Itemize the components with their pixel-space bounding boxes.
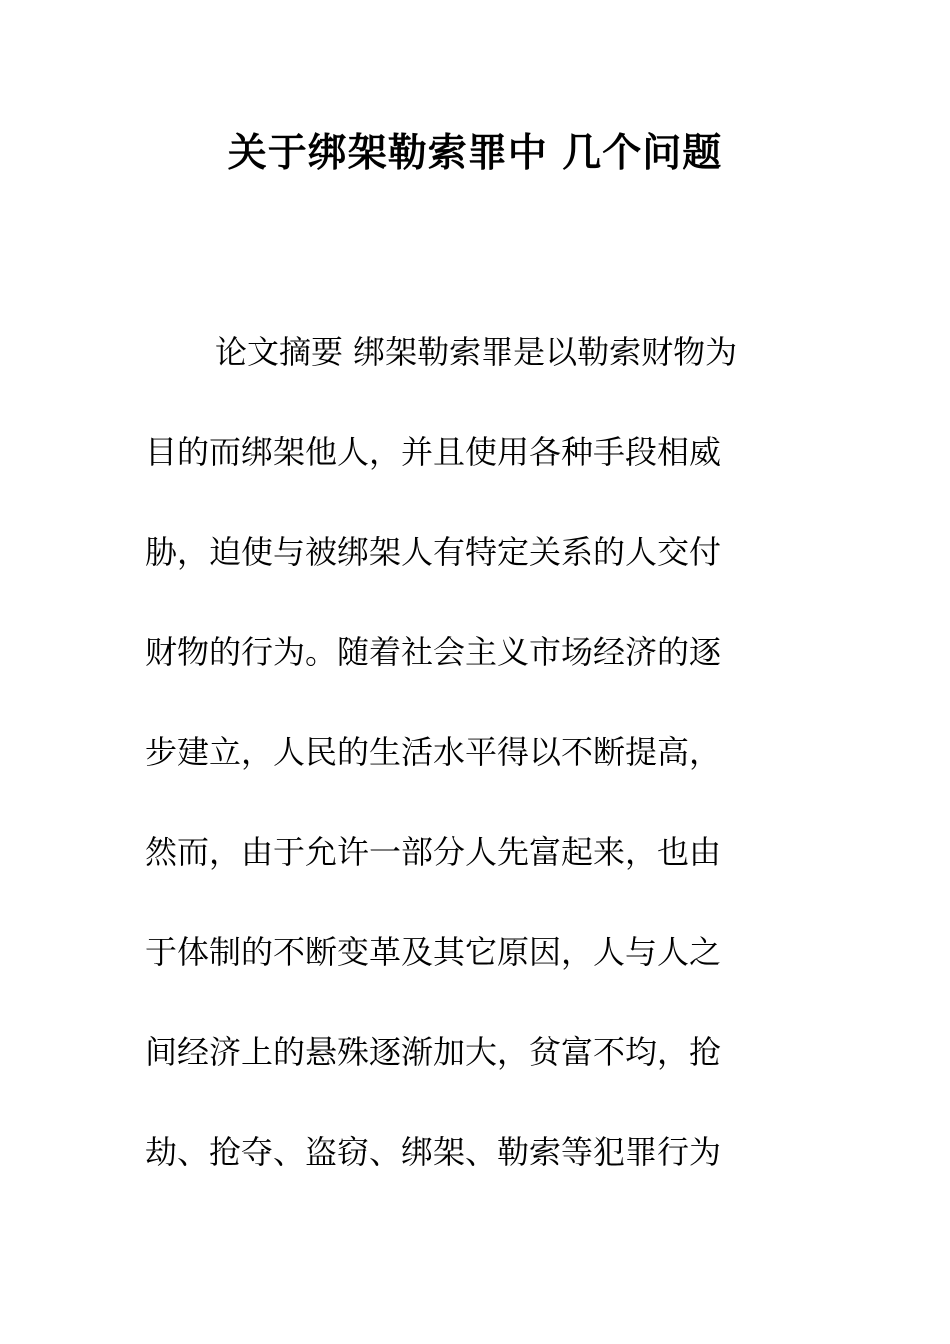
body-line: 步建立，人民的生活水平得以不断提高， (145, 733, 722, 771)
body-line: 胁，迫使与被绑架人有特定关系的人交付 (145, 533, 722, 571)
document-title: 关于绑架勒索罪中 几个问题 (227, 131, 723, 176)
body-line: 于体制的不断变革及其它原因，人与人之 (145, 933, 722, 971)
document-body (145, 302, 785, 1202)
body-line: 财物的行为。随着社会主义市场经济的逐 (145, 633, 722, 671)
body-line: 间经济上的悬殊逐渐加大，贫富不均，抢 (145, 1033, 722, 1071)
body-line: 劫、抢夺、盗窃、绑架、勒索等犯罪行为 (145, 1133, 722, 1171)
body-line: 然而，由于允许一部分人先富起来，也由 (145, 833, 722, 871)
body-line: 目的而绑架他人，并且使用各种手段相威 (145, 433, 722, 471)
body-line: 论文摘要 绑架勒索罪是以勒索财物为 (215, 333, 738, 371)
